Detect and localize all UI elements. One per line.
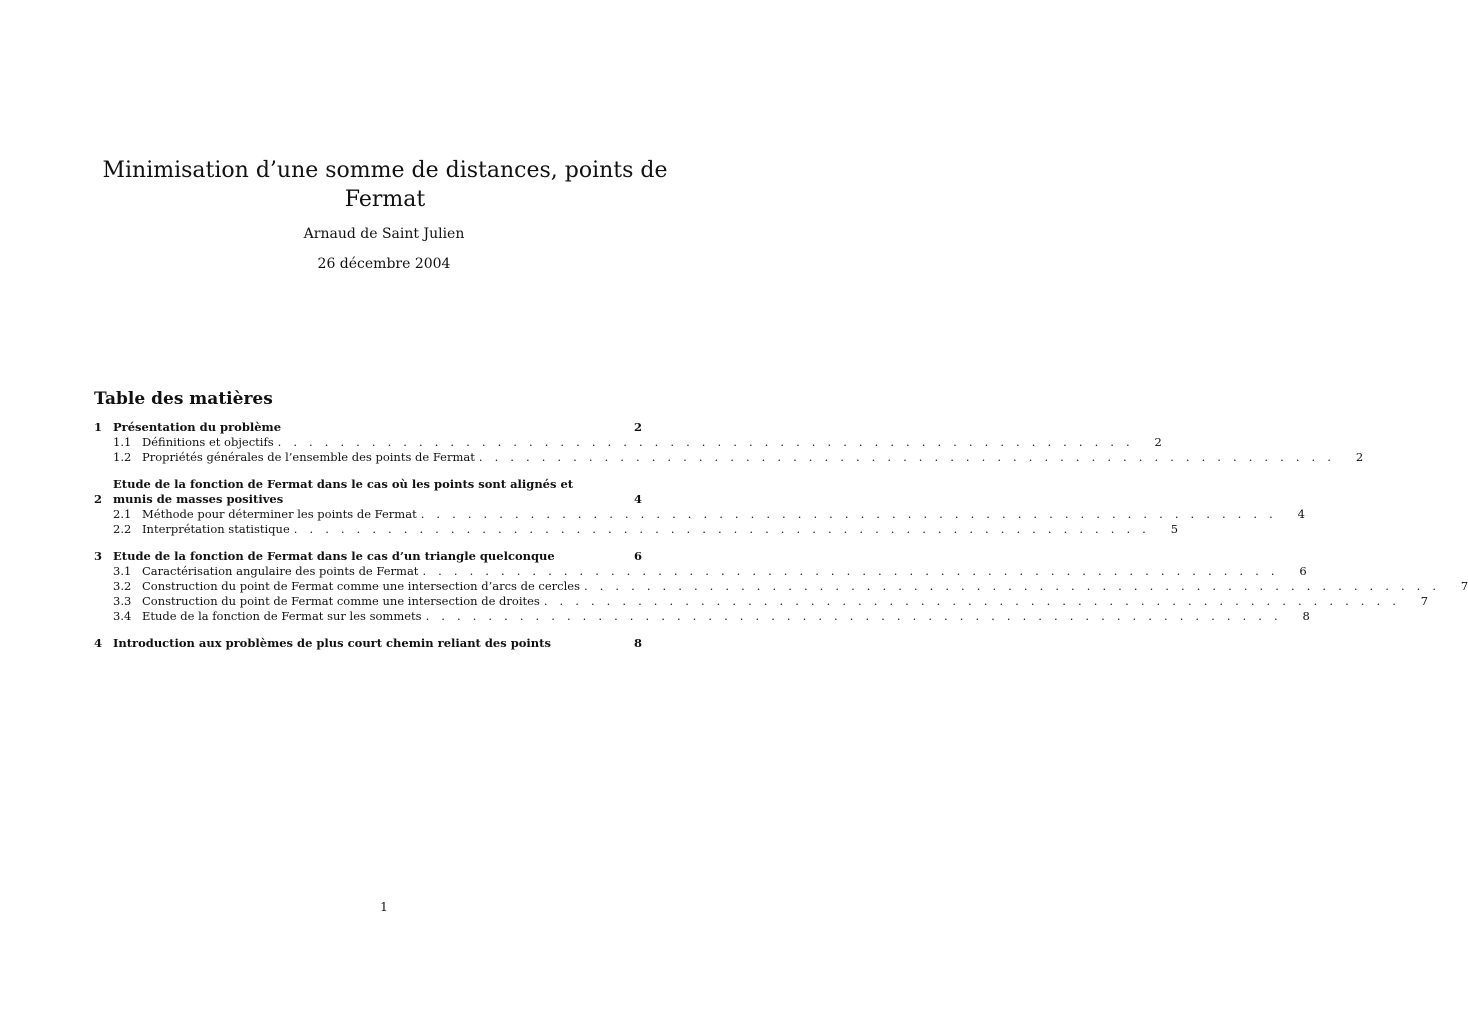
toc-subsection-number: 2.2 bbox=[113, 522, 132, 536]
toc-subsection-page: 2 bbox=[1154, 435, 1162, 449]
toc-section-page: 4 bbox=[633, 492, 642, 506]
document-title: Minimisation d’une somme de distances, points de Fermat bbox=[102, 158, 668, 212]
dot-leader: . . . . . . . . . . . . . . . . . . . . . . . . . . . . . . . . . . . . . . . . . . . . . . . . . . . . . . . bbox=[425, 609, 1282, 623]
toc-subsection[interactable] bbox=[94, 594, 1429, 609]
toc-section-title: Introduction aux problèmes de plus court chemin reliant des points bbox=[113, 636, 551, 650]
date: 26 décembre 2004 bbox=[317, 256, 451, 272]
dot-leader: . . . . . . . . . . . . . . . . . . . . . . . . . . . . . . . . . . . . . . . . . . . . . . . . . . . . . . . bbox=[583, 579, 1441, 593]
toc-section[interactable] bbox=[94, 549, 642, 564]
toc-subsection-title: Interprétation statistique bbox=[142, 522, 290, 536]
toc-subsection-page: 7 bbox=[1460, 579, 1468, 593]
toc-subsection-title: Propriétés générales de l’ensemble des points de Fermat bbox=[142, 450, 475, 464]
dot-leader: . . . . . . . . . . . . . . . . . . . . . . . . . . . . . . . . . . . . . . . . . . . . . . . . . . . . . . . bbox=[478, 450, 1336, 464]
dot-leader: . . . . . . . . . . . . . . . . . . . . . . . . . . . . . . . . . . . . . . . . . . . . . . . . . . . . . . . bbox=[420, 507, 1277, 521]
toc-section[interactable] bbox=[94, 420, 642, 435]
toc-section[interactable] bbox=[94, 636, 642, 651]
toc-heading: Table des matières bbox=[94, 389, 273, 409]
toc-subsection[interactable] bbox=[94, 450, 1364, 465]
toc-subsection-number: 3.1 bbox=[113, 564, 132, 578]
toc-section-title: Etude de la fonction de Fermat dans le cas où les points sont alignés et munis de masses positives bbox=[113, 477, 574, 506]
author: Arnaud de Saint Julien bbox=[303, 226, 465, 242]
toc-subsection-page: 4 bbox=[1297, 507, 1305, 521]
toc-subsection-title: Construction du point de Fermat comme une intersection d’arcs de cercles bbox=[142, 579, 580, 593]
toc-section-page: 2 bbox=[633, 420, 642, 434]
toc-subsection-page: 7 bbox=[1420, 594, 1429, 608]
toc-subsection-title: Méthode pour déterminer les points de Fermat bbox=[142, 507, 417, 521]
dot-leader: . . . . . . . . . . . . . . . . . . . . . . . . . . . . . . . . . . . . . . . . . . . . . . . . . . . . . . . bbox=[422, 564, 1279, 578]
toc-subsection-page: 5 bbox=[1170, 522, 1179, 536]
dot-leader: . . . . . . . . . . . . . . . . . . . . . . . . . . . . . . . . . . . . . . . . . . . . . . . . . . . . . . . bbox=[293, 522, 1151, 536]
toc-subsection-number: 1.2 bbox=[113, 450, 132, 464]
toc-subsection[interactable] bbox=[94, 507, 1305, 522]
toc-section-page: 6 bbox=[633, 549, 642, 563]
toc-subsection-number: 3.4 bbox=[113, 609, 132, 623]
toc-section-number: 3 bbox=[94, 549, 103, 563]
toc-subsection-title: Construction du point de Fermat comme une intersection de droites bbox=[142, 594, 540, 608]
toc-subsection[interactable] bbox=[94, 579, 1468, 594]
toc-subsection[interactable] bbox=[94, 522, 1179, 537]
toc-subsection-number: 1.1 bbox=[113, 435, 132, 449]
toc-section-title: Présentation du problème bbox=[113, 420, 282, 434]
dot-leader: . . . . . . . . . . . . . . . . . . . . . . . . . . . . . . . . . . . . . . . . . . . . . . . . . . . . . . . bbox=[543, 594, 1401, 608]
toc-subsection-page: 8 bbox=[1302, 609, 1310, 623]
toc-section-page: 8 bbox=[633, 636, 642, 650]
toc-subsection-title: Définitions et objectifs bbox=[142, 435, 274, 449]
toc-section[interactable] bbox=[94, 477, 642, 507]
toc-section-number: 1 bbox=[94, 420, 103, 434]
toc-subsection-title: Etude de la fonction de Fermat sur les sommets bbox=[142, 609, 422, 623]
toc-subsection-title: Caractérisation angulaire des points de Fermat bbox=[142, 564, 419, 578]
toc-section-title: Etude de la fonction de Fermat dans le cas d’un triangle quelconque bbox=[113, 549, 555, 563]
page-number: 1 bbox=[380, 900, 388, 914]
toc-subsection-number: 2.1 bbox=[113, 507, 132, 521]
toc-section-number: 2 bbox=[94, 492, 103, 506]
toc-subsection[interactable] bbox=[94, 564, 1307, 579]
table-of-contents bbox=[94, 420, 1468, 651]
toc-subsection[interactable] bbox=[94, 435, 1162, 450]
toc-subsection-number: 3.3 bbox=[113, 594, 132, 608]
toc-subsection-page: 2 bbox=[1355, 450, 1364, 464]
dot-leader: . . . . . . . . . . . . . . . . . . . . . . . . . . . . . . . . . . . . . . . . . . . . . . . . . . . . . . . bbox=[277, 435, 1134, 449]
toc-subsection-number: 3.2 bbox=[113, 579, 132, 593]
toc-section-number: 4 bbox=[94, 636, 103, 650]
toc-subsection-page: 6 bbox=[1299, 564, 1307, 578]
toc-subsection[interactable] bbox=[94, 609, 1310, 624]
